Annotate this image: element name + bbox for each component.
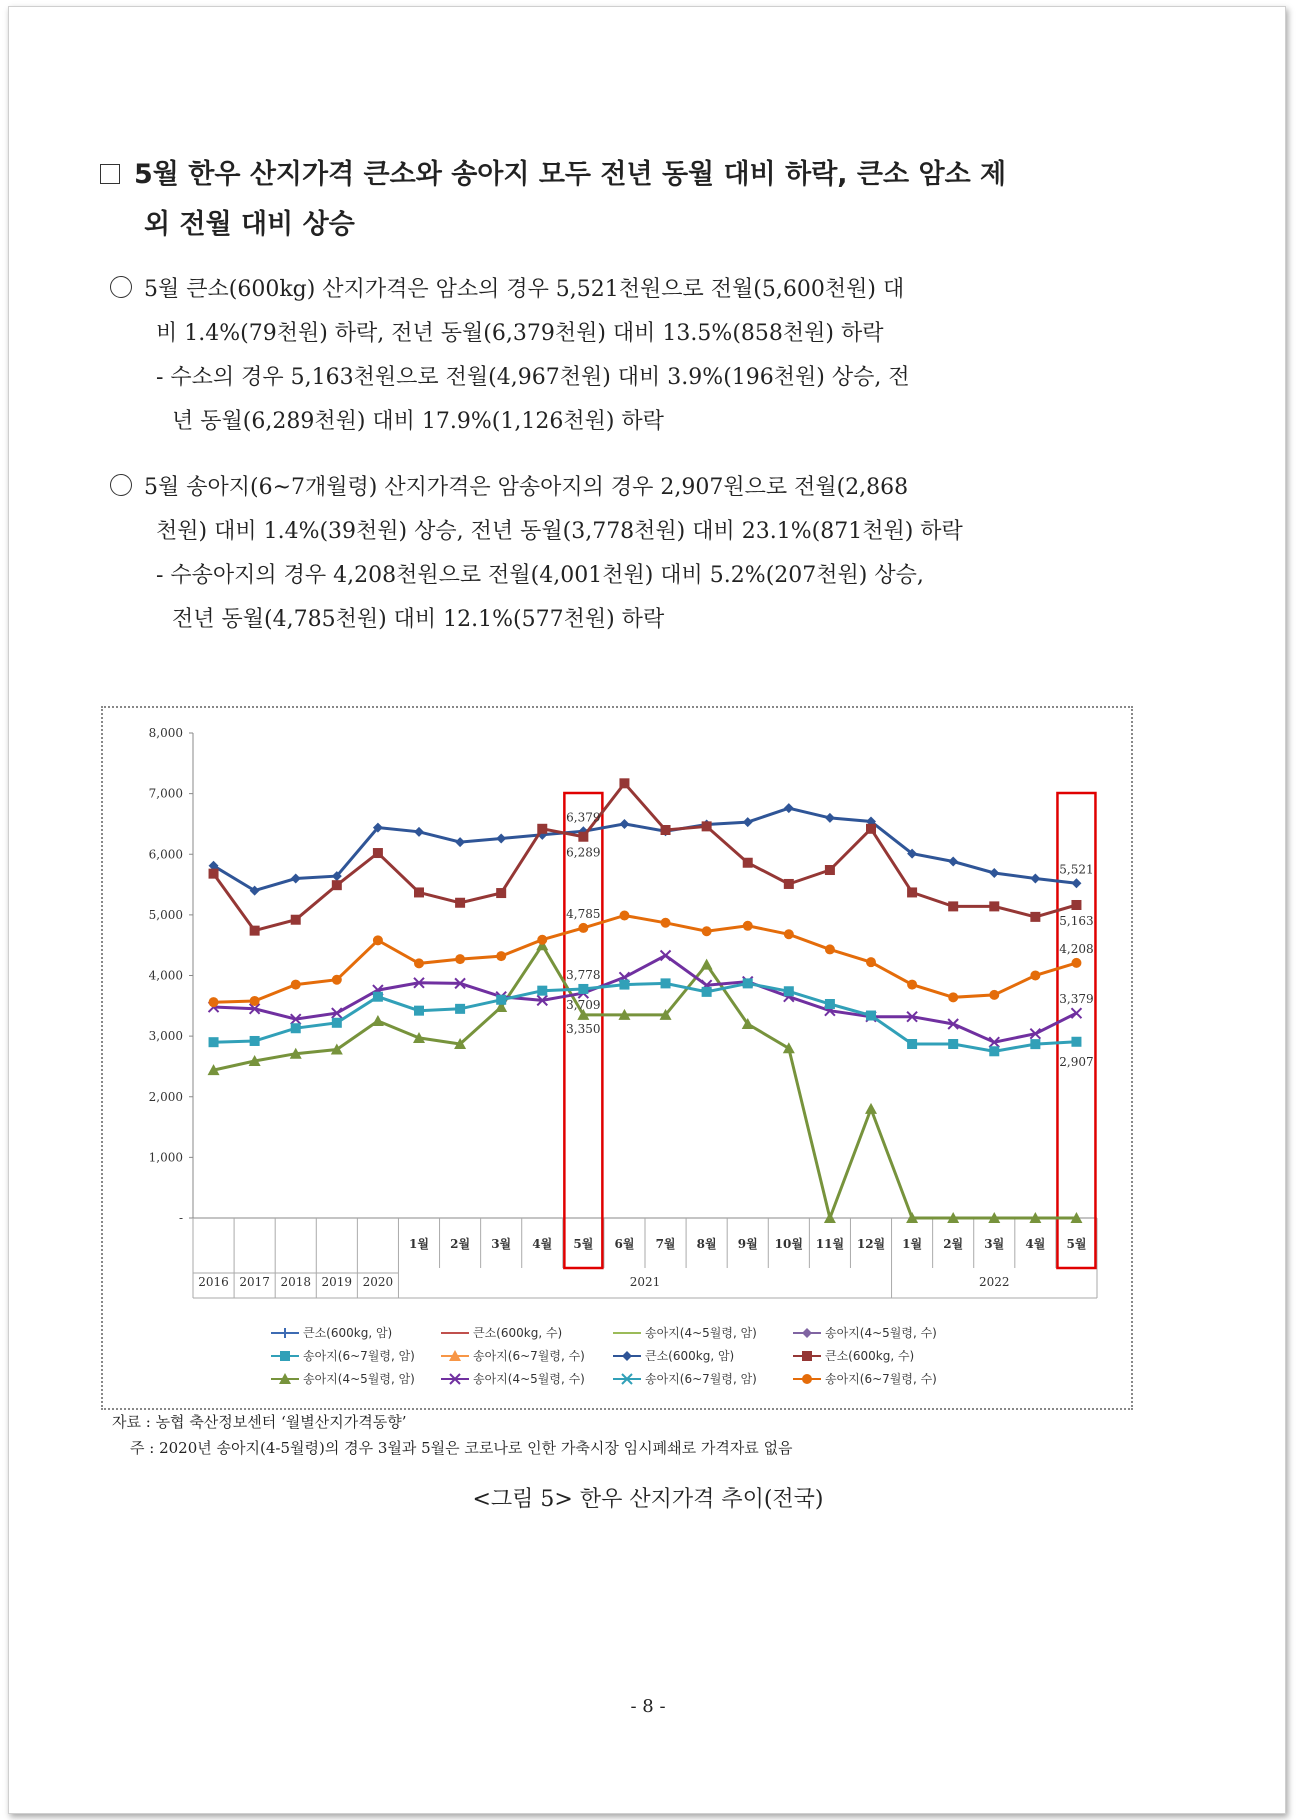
x-month-label: 9월 xyxy=(737,1237,758,1251)
x-year-label: 2017 xyxy=(239,1275,270,1289)
legend-label: 송아지(4~5월령, 암) xyxy=(645,1326,757,1340)
legend-label: 송아지(6~7월령, 수) xyxy=(825,1372,937,1386)
x-month-label: 2월 xyxy=(450,1237,471,1251)
data-point-s4 xyxy=(1030,1039,1040,1049)
data-point-s5 xyxy=(291,980,301,990)
data-point-s5 xyxy=(825,944,835,954)
data-point-s1 xyxy=(537,824,547,834)
data-point-s1 xyxy=(866,824,876,834)
data-point-s2 xyxy=(783,1042,795,1053)
x-month-label: 3월 xyxy=(491,1237,512,1251)
data-point-s1 xyxy=(907,887,917,897)
data-point-s0 xyxy=(743,817,753,827)
y-tick-label: 1,000 xyxy=(148,1150,183,1165)
data-point-s1 xyxy=(619,778,629,788)
data-point-s0 xyxy=(455,837,465,847)
data-point-s5 xyxy=(373,935,383,945)
data-label: 2,907 xyxy=(1059,1054,1094,1069)
data-point-s5 xyxy=(414,958,424,968)
x-month-label: 5월 xyxy=(1066,1237,1087,1251)
para1-line-4: 년 동월(6,289천원) 대비 17.9%(1,126천원) 하락 xyxy=(172,409,664,434)
legend-swatch-marker xyxy=(802,1328,812,1338)
data-point-s4 xyxy=(784,986,794,996)
x-month-label: 2월 xyxy=(943,1237,964,1251)
legend-label: 송아지(4~5월령, 암) xyxy=(303,1372,415,1386)
legend-label: 송아지(4~5월령, 수) xyxy=(473,1372,585,1386)
x-month-label: 4월 xyxy=(1025,1237,1046,1251)
data-point-s0 xyxy=(291,874,301,884)
data-point-s4 xyxy=(702,987,712,997)
data-point-s4 xyxy=(414,1006,424,1016)
data-label: 6,289 xyxy=(566,845,601,860)
x-month-label: 11월 xyxy=(815,1237,845,1251)
data-label: 4,785 xyxy=(566,906,601,921)
series-line-2 xyxy=(214,945,1077,1218)
section-heading xyxy=(100,150,1140,250)
legend-swatch-marker xyxy=(802,1374,812,1384)
y-tick-label: 5,000 xyxy=(148,907,183,922)
data-point-s1 xyxy=(373,848,383,858)
para2-line-4: 전년 동월(4,785천원) 대비 12.1%(577천원) 하락 xyxy=(172,607,665,632)
data-point-s4 xyxy=(907,1039,917,1049)
para1-line-3: - 수소의 경우 5,163천원으로 전월(4,967천원) 대비 3.9%(196천원) 상승, 전 xyxy=(156,365,910,390)
data-point-s0 xyxy=(825,813,835,823)
y-tick-label: - xyxy=(178,1211,183,1225)
y-tick-label: 3,000 xyxy=(148,1029,183,1044)
data-point-s1 xyxy=(496,888,506,898)
paragraph-big-cattle xyxy=(110,268,1140,444)
x-month-label: 12월 xyxy=(856,1237,886,1251)
x-month-label: 6월 xyxy=(614,1237,635,1251)
figure-caption: <그림 5> 한우 산지가격 추이(전국) xyxy=(472,1487,824,1512)
price-trend-chart xyxy=(101,706,1133,1410)
data-point-s3 xyxy=(1071,1008,1081,1018)
data-point-s0 xyxy=(414,827,424,837)
data-point-s4 xyxy=(578,984,588,994)
para1-line-1: 5월 큰소(600kg) 산지가격은 암소의 경우 5,521천원으로 전월(5,600천원) 대 xyxy=(144,277,905,302)
data-point-s5 xyxy=(250,996,260,1006)
data-point-s5 xyxy=(578,923,588,933)
data-point-s1 xyxy=(414,887,424,897)
chart-svg xyxy=(103,708,1131,1408)
data-point-s2 xyxy=(701,959,713,970)
y-tick-label: 7,000 xyxy=(148,786,183,801)
legend-label: 큰소(600kg, 암) xyxy=(645,1349,735,1363)
x-group-label-2021: 2021 xyxy=(629,1275,661,1289)
series-line-0 xyxy=(214,808,1077,890)
data-label: 6,379 xyxy=(566,810,601,825)
data-point-s4 xyxy=(661,978,671,988)
y-tick-label: 2,000 xyxy=(148,1089,183,1104)
data-point-s0 xyxy=(1071,878,1081,888)
checkbox-square-icon xyxy=(100,164,120,184)
data-point-s4 xyxy=(866,1011,876,1021)
data-point-s4 xyxy=(1071,1037,1081,1047)
data-point-s1 xyxy=(743,858,753,868)
circle-bullet-icon xyxy=(110,474,132,496)
x-month-label: 3월 xyxy=(984,1237,1005,1251)
legend-label: 송아지(4~5월령, 수) xyxy=(825,1326,937,1340)
data-point-s1 xyxy=(455,898,465,908)
legend-swatch-marker xyxy=(802,1351,812,1361)
data-point-s5 xyxy=(702,926,712,936)
data-label: 3,379 xyxy=(1059,992,1094,1007)
legend-label: 큰소(600kg, 암) xyxy=(303,1326,393,1340)
x-month-label: 8월 xyxy=(696,1237,717,1251)
data-point-s0 xyxy=(784,803,794,813)
data-point-s5 xyxy=(332,975,342,985)
x-year-label: 2020 xyxy=(362,1275,394,1289)
data-point-s1 xyxy=(825,865,835,875)
data-point-s1 xyxy=(1071,900,1081,910)
data-point-s5 xyxy=(455,954,465,964)
data-point-s1 xyxy=(209,869,219,879)
paragraph-calves xyxy=(110,466,1140,642)
para2-line-2: 천원) 대비 1.4%(39천원) 상승, 전년 동월(3,778천원) 대비 23.1%(871천원) 하락 xyxy=(156,519,963,544)
x-month-label: 5월 xyxy=(573,1237,594,1251)
data-point-s5 xyxy=(907,980,917,990)
data-point-s4 xyxy=(332,1018,342,1028)
data-point-s4 xyxy=(948,1039,958,1049)
legend-label: 큰소(600kg, 수) xyxy=(473,1326,563,1340)
data-point-s4 xyxy=(989,1046,999,1056)
data-point-s5 xyxy=(948,992,958,1002)
data-label: 3,778 xyxy=(566,967,601,982)
data-point-s5 xyxy=(537,935,547,945)
series-line-4 xyxy=(214,983,1077,1051)
para1-line-2: 비 1.4%(79천원) 하락, 전년 동월(6,379천원) 대비 13.5%(858천원) 하락 xyxy=(156,321,884,346)
data-point-s5 xyxy=(989,990,999,1000)
data-point-s0 xyxy=(619,819,629,829)
data-point-s1 xyxy=(578,832,588,842)
data-point-s4 xyxy=(496,995,506,1005)
x-year-label: 2018 xyxy=(280,1275,312,1289)
data-point-s5 xyxy=(496,951,506,961)
data-label: 3,709 xyxy=(566,998,601,1013)
data-point-s2 xyxy=(865,1103,877,1114)
data-point-s1 xyxy=(1030,912,1040,922)
data-point-s4 xyxy=(291,1023,301,1033)
heading-line-1: 5월 한우 산지가격 큰소와 송아지 모두 전년 동월 대비 하락, 큰소 암소 제 xyxy=(134,159,1007,190)
data-point-s5 xyxy=(619,910,629,920)
data-point-s5 xyxy=(1071,958,1081,968)
data-point-s4 xyxy=(373,992,383,1002)
data-point-s4 xyxy=(250,1036,260,1046)
data-point-s0 xyxy=(948,857,958,867)
data-point-s1 xyxy=(332,880,342,890)
x-month-label: 1월 xyxy=(409,1237,429,1251)
source-note: 자료 : 농협 축산정보센터 ‘월별산지가격동향’ xyxy=(112,1413,407,1431)
data-point-s1 xyxy=(291,915,301,925)
x-group-label-2022: 2022 xyxy=(978,1275,1010,1289)
data-label: 3,350 xyxy=(566,1021,601,1036)
data-point-s1 xyxy=(989,901,999,911)
y-tick-label: 8,000 xyxy=(148,726,183,740)
data-point-s5 xyxy=(209,997,219,1007)
data-point-s1 xyxy=(702,821,712,831)
para2-line-3: - 수송아지의 경우 4,208천원으로 전월(4,001천원) 대비 5.2%(207천원) 상승, xyxy=(156,563,924,588)
heading-line-2: 외 전월 대비 상승 xyxy=(144,209,355,240)
series-line-3 xyxy=(214,956,1077,1043)
data-point-s1 xyxy=(784,879,794,889)
x-year-label: 2016 xyxy=(198,1275,229,1289)
data-point-s4 xyxy=(455,1004,465,1014)
data-point-s5 xyxy=(866,957,876,967)
data-point-s5 xyxy=(661,918,671,928)
data-point-s1 xyxy=(250,926,260,936)
data-point-s0 xyxy=(496,833,506,843)
data-point-s0 xyxy=(989,868,999,878)
data-point-s4 xyxy=(619,980,629,990)
data-point-s0 xyxy=(1030,874,1040,884)
data-point-s4 xyxy=(743,978,753,988)
x-year-label: 2019 xyxy=(321,1275,353,1289)
data-point-s1 xyxy=(948,901,958,911)
para2-line-1: 5월 송아지(6~7개월령) 산지가격은 암송아지의 경우 2,907원으로 전월(2,868 xyxy=(144,475,909,500)
legend-swatch-marker xyxy=(622,1351,632,1361)
y-tick-label: 4,000 xyxy=(148,968,183,983)
data-label: 5,163 xyxy=(1059,913,1094,928)
legend-label: 송아지(6~7월령, 암) xyxy=(303,1349,415,1363)
x-month-label: 10월 xyxy=(774,1237,803,1251)
x-month-label: 1월 xyxy=(902,1237,923,1251)
legend-label: 송아지(6~7월령, 수) xyxy=(473,1349,585,1363)
circle-bullet-icon xyxy=(110,276,132,298)
legend-swatch-marker xyxy=(280,1328,290,1338)
footnote: 주 : 2020년 송아지(4-5월령)의 경우 3월과 5월은 코로나로 인한 가축시장 임시폐쇄로 가격자료 없음 xyxy=(130,1439,793,1457)
data-point-s4 xyxy=(825,999,835,1009)
legend-label: 큰소(600kg, 수) xyxy=(825,1349,915,1363)
data-point-s5 xyxy=(743,921,753,931)
data-label: 4,208 xyxy=(1059,941,1094,956)
data-point-s1 xyxy=(661,825,671,835)
data-label: 5,521 xyxy=(1059,862,1094,877)
data-point-s5 xyxy=(1030,970,1040,980)
legend-label: 송아지(6~7월령, 암) xyxy=(645,1372,757,1386)
series-line-1 xyxy=(214,783,1077,930)
data-point-s2 xyxy=(372,1015,384,1026)
legend-swatch-marker xyxy=(280,1351,290,1361)
page-number: - 8 - xyxy=(630,1696,666,1717)
data-point-s3 xyxy=(661,950,671,960)
y-tick-label: 6,000 xyxy=(148,847,183,862)
x-month-label: 7월 xyxy=(655,1237,676,1251)
data-point-s5 xyxy=(784,929,794,939)
series-line-5 xyxy=(214,916,1077,1003)
data-point-s4 xyxy=(537,986,547,996)
data-point-s4 xyxy=(209,1037,219,1047)
x-month-label: 4월 xyxy=(532,1237,553,1251)
